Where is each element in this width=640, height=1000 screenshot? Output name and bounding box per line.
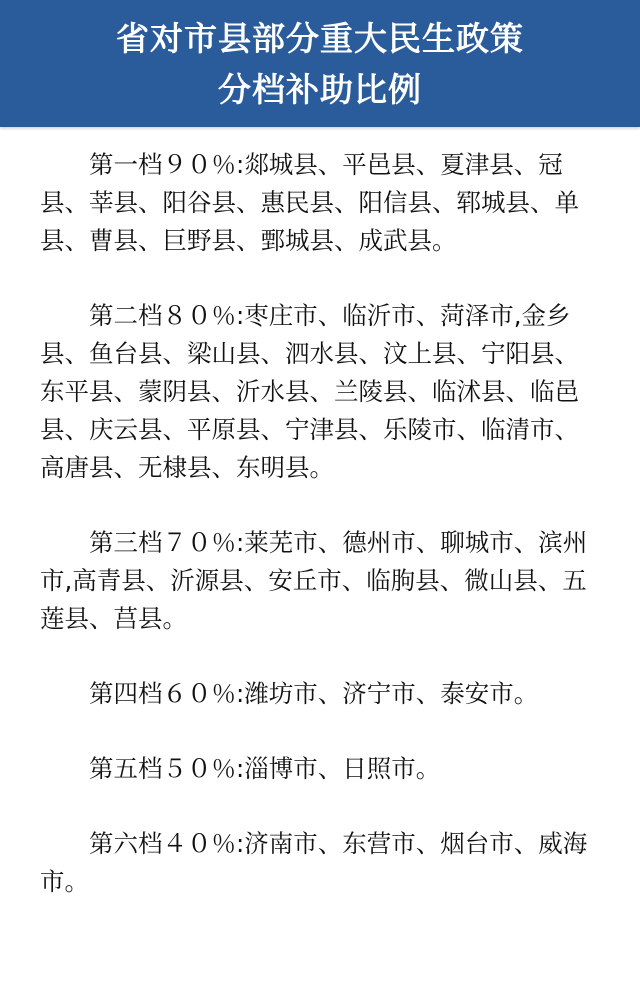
page-title-line1: 省对市县部分重大民生政策	[116, 19, 524, 58]
tier-2-paragraph: 第二档８０％:枣庄市、临沂市、菏泽市,金乡县、鱼台县、梁山县、泗水县、汶上县、宁阳县、东平县、蒙阴县、沂水县、兰陵县、临沭县、临邑县、庆云县、平原县、宁津县、乐陵市、临清市、高唐县、无棣县、东明县。	[40, 301, 579, 482]
page-title-line2: 分档补助比例	[218, 70, 422, 109]
tier-4-paragraph: 第四档６０％:潍坊市、济宁市、泰安市。	[89, 679, 539, 708]
article-body	[40, 146, 600, 901]
tier-1-paragraph: 第一档９０％:郯城县、平邑县、夏津县、冠县、莘县、阳谷县、惠民县、阳信县、郓城县、单县、曹县、巨野县、鄄城县、成武县。	[40, 150, 579, 255]
tier-6-paragraph: 第六档４０％:济南市、东营市、烟台市、威海市。	[40, 829, 588, 896]
tier-5-paragraph: 第五档５０％:淄博市、日照市。	[89, 754, 441, 783]
header-banner	[0, 0, 640, 127]
tier-3-paragraph: 第三档７０％:莱芜市、德州市、聊城市、滨州市,高青县、沂源县、安丘市、临朐县、微山县、五莲县、莒县。	[40, 528, 588, 633]
